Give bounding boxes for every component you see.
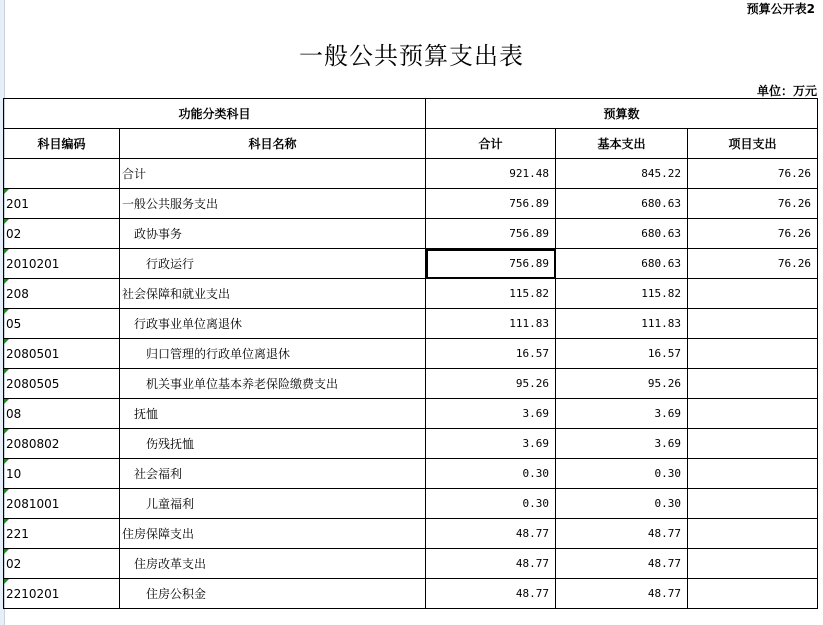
cell-basic[interactable]: 3.69: [556, 429, 688, 459]
cell-project[interactable]: 76.26: [688, 219, 818, 249]
cell-total[interactable]: 111.83: [426, 309, 556, 339]
cell-code[interactable]: 2080505: [4, 369, 120, 399]
cell-code[interactable]: 2080501: [4, 339, 120, 369]
table-row: [4, 219, 818, 249]
table-row: [4, 549, 818, 579]
form-number: 预算公开表2: [746, 2, 815, 16]
table-row: [4, 159, 818, 189]
unit-label: 单位：万元: [756, 84, 817, 98]
cell-project[interactable]: [688, 459, 818, 489]
table-row: [4, 399, 818, 429]
cell-name[interactable]: 抚恤: [120, 399, 426, 429]
cell-total[interactable]: 16.57: [426, 339, 556, 369]
cell-total[interactable]: 95.26: [426, 369, 556, 399]
cell-name[interactable]: 一般公共服务支出: [120, 189, 426, 219]
cell-project[interactable]: [688, 309, 818, 339]
header-budget-amount[interactable]: 预算数: [426, 99, 818, 129]
header-row-columns: [4, 129, 818, 159]
header-project[interactable]: 项目支出: [688, 129, 818, 159]
page-title: 一般公共预算支出表: [299, 42, 524, 70]
cell-total[interactable]: 48.77: [426, 519, 556, 549]
cell-project[interactable]: [688, 519, 818, 549]
cell-total[interactable]: 3.69: [426, 429, 556, 459]
table-row: [4, 579, 818, 609]
cell-project[interactable]: [688, 549, 818, 579]
cell-code[interactable]: 2210201: [4, 579, 120, 609]
cell-basic[interactable]: 0.30: [556, 459, 688, 489]
cell-code[interactable]: 221: [4, 519, 120, 549]
table-row: [4, 489, 818, 519]
cell-name[interactable]: 住房改革支出: [120, 549, 426, 579]
cell-basic[interactable]: 680.63: [556, 249, 688, 279]
table-row: [4, 519, 818, 549]
cell-basic[interactable]: 48.77: [556, 549, 688, 579]
cell-name[interactable]: 归口管理的行政单位离退休: [120, 339, 426, 369]
cell-code[interactable]: 201: [4, 189, 120, 219]
header-name[interactable]: 科目名称: [120, 129, 426, 159]
cell-code[interactable]: 208: [4, 279, 120, 309]
table-row: [4, 189, 818, 219]
cell-code[interactable]: 05: [4, 309, 120, 339]
cell-total[interactable]: 115.82: [426, 279, 556, 309]
header-total[interactable]: 合计: [426, 129, 556, 159]
cell-project[interactable]: [688, 579, 818, 609]
table-row: [4, 249, 818, 279]
table-row: [4, 339, 818, 369]
cell-basic[interactable]: 95.26: [556, 369, 688, 399]
cell-code[interactable]: 2081001: [4, 489, 120, 519]
cell-total[interactable]: 48.77: [426, 549, 556, 579]
cell-code[interactable]: 02: [4, 549, 120, 579]
cell-basic[interactable]: 680.63: [556, 189, 688, 219]
cell-name[interactable]: 住房保障支出: [120, 519, 426, 549]
cell-name[interactable]: 行政事业单位离退休: [120, 309, 426, 339]
cell-code[interactable]: 2010201: [4, 249, 120, 279]
cell-total[interactable]: 0.30: [426, 489, 556, 519]
cell-project[interactable]: 76.26: [688, 159, 818, 189]
table-row: [4, 369, 818, 399]
cell-basic[interactable]: 48.77: [556, 579, 688, 609]
cell-project[interactable]: [688, 489, 818, 519]
cell-name[interactable]: 住房公积金: [120, 579, 426, 609]
cell-total[interactable]: 921.48: [426, 159, 556, 189]
cell-basic[interactable]: 111.83: [556, 309, 688, 339]
cell-code[interactable]: 10: [4, 459, 120, 489]
cell-code[interactable]: 02: [4, 219, 120, 249]
cell-total[interactable]: 3.69: [426, 399, 556, 429]
cell-basic[interactable]: 16.57: [556, 339, 688, 369]
cell-code[interactable]: 2080802: [4, 429, 120, 459]
table-row: [4, 279, 818, 309]
cell-basic[interactable]: 845.22: [556, 159, 688, 189]
cell-total[interactable]: 48.77: [426, 579, 556, 609]
cell-name[interactable]: 行政运行: [120, 249, 426, 279]
cell-project[interactable]: [688, 429, 818, 459]
cell-project[interactable]: 76.26: [688, 249, 818, 279]
cell-name[interactable]: 社会保障和就业支出: [120, 279, 426, 309]
table-row: [4, 429, 818, 459]
table-row: [4, 459, 818, 489]
cell-basic[interactable]: 48.77: [556, 519, 688, 549]
cell-code[interactable]: 08: [4, 399, 120, 429]
cell-project[interactable]: [688, 339, 818, 369]
cell-name[interactable]: 合计: [120, 159, 426, 189]
header-row-group: [4, 99, 818, 129]
cell-name[interactable]: 伤残抚恤: [120, 429, 426, 459]
header-functional-category[interactable]: 功能分类科目: [4, 99, 426, 129]
cell-basic[interactable]: 0.30: [556, 489, 688, 519]
cell-total[interactable]: 756.89: [426, 189, 556, 219]
cell-name[interactable]: 儿童福利: [120, 489, 426, 519]
table-row: [4, 309, 818, 339]
cell-project[interactable]: [688, 369, 818, 399]
cell-project[interactable]: [688, 399, 818, 429]
cell-total[interactable]: 0.30: [426, 459, 556, 489]
cell-code[interactable]: [4, 159, 120, 189]
cell-name[interactable]: 机关事业单位基本养老保险缴费支出: [120, 369, 426, 399]
cell-project[interactable]: [688, 279, 818, 309]
cell-basic[interactable]: 680.63: [556, 219, 688, 249]
cell-name[interactable]: 社会福利: [120, 459, 426, 489]
budget-table: [3, 98, 818, 609]
cell-name[interactable]: 政协事务: [120, 219, 426, 249]
cell-total[interactable]: 756.89: [426, 249, 556, 279]
header-basic[interactable]: 基本支出: [556, 129, 688, 159]
cell-basic[interactable]: 115.82: [556, 279, 688, 309]
cell-project[interactable]: 76.26: [688, 189, 818, 219]
cell-basic[interactable]: 3.69: [556, 399, 688, 429]
header-code[interactable]: 科目编码: [4, 129, 120, 159]
cell-total[interactable]: 756.89: [426, 219, 556, 249]
